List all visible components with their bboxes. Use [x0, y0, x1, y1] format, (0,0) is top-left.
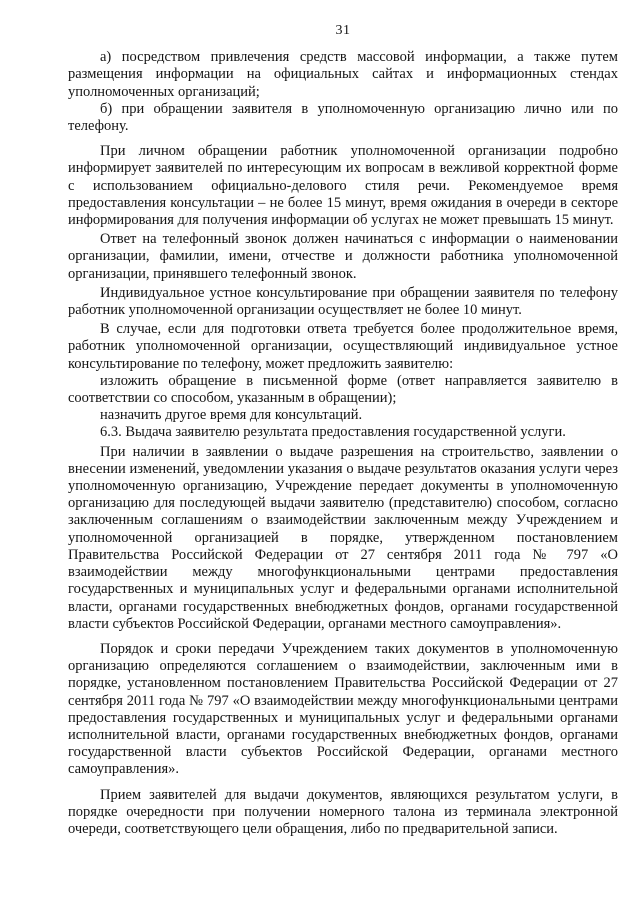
- section-heading-6-3: 6.3. Выдача заявителю результата предоставления государственной услуги.: [100, 424, 566, 441]
- paragraph-written-request: изложить обращение в письменной форме (ответ направляется заявителю в соответствии со способом, указанным в обращении);: [68, 372, 618, 407]
- paragraph-another-time: назначить другое время для консультаций.: [100, 407, 363, 424]
- paragraph-phone-consultation: Индивидуальное устное консультирование при обращении заявителя по телефону работник уполномоченной организации осуществляет не более 10 минут.: [68, 284, 618, 319]
- paragraph-phone-answer: Ответ на телефонный звонок должен начинаться с информации о наименовании организации, фамилии, имени, отчестве и должности работника уполномоченной организации, принявшего телефонный звонок.: [68, 231, 618, 282]
- page-number: 31: [335, 23, 351, 38]
- paragraph-personal-visit: При личном обращении работник уполномоченной организации подробно информирует заявителей по интересующим их вопросам в вежливой корректной форме с использованием официально-делового стиля речи. Рекомендуемое время предоставления консультации – не более 15 минут, время ожидания в очереди в секторе информирования для получения информации об услугах не может превышать 15 минут.: [68, 143, 618, 229]
- paragraph-transfer-documents: При наличии в заявлении о выдаче разрешения на строительство, заявлении о внесении изменений, уведомлении указания о выдаче результатов оказания услуги через уполномоченную организацию, Учреждение передает документы в уполномоченную организацию для последующей выдачи заявителю (представителю) способом, согласно заключенным соглашениям о взаимодействии заключенным между Учреждением и уполномоченной организацией в порядке, утвержденном постановлением Правительства Российской Федерации от 27 сентября 2011 года № 797 «О взаимодействии между многофункциональными центрами предоставления государственных и муниципальных услуг и федеральными органами исполнительной власти, органами государственных внебюджетных фондов, органами государственной власти субъектов Российской Федерации, органами местного самоуправления».: [68, 443, 618, 632]
- paragraph-transfer-order: Порядок и сроки передачи Учреждением таких документов в уполномоченную организацию определяются соглашением о взаимодействии, заключенным ими в порядке, установленном постановлением Правительства Российской Федерации от 27 сентября 2011 года № 797 «О взаимодействии между многофункциональными центрами предоставления государственных и муниципальных услуг и федеральными органами исполнительной власти, органами государственных внебюджетных фондов, органами государственной власти субъектов Российской Федерации, органами местного самоуправления».: [68, 640, 618, 778]
- paragraph-b: б) при обращении заявителя в уполномоченную организацию лично или по телефону.: [68, 100, 618, 135]
- paragraph-reception: Прием заявителей для выдачи документов, являющихся результатом услуги, в порядке очередности при получении номерного талона из терминала электронной очереди, соответствующего цели обращения, либо по предварительной записи.: [68, 786, 618, 837]
- paragraph-longer-answer: В случае, если для подготовки ответа требуется более продолжительное время, работник уполномоченной организации, осуществляющий индивидуальное устное консультирование по телефону, может предложить заявителю:: [68, 321, 618, 372]
- paragraph-a: а) посредством привлечения средств массовой информации, а также путем размещения информации на официальных сайтах и информационных стендах уполномоченных организаций;: [68, 49, 618, 100]
